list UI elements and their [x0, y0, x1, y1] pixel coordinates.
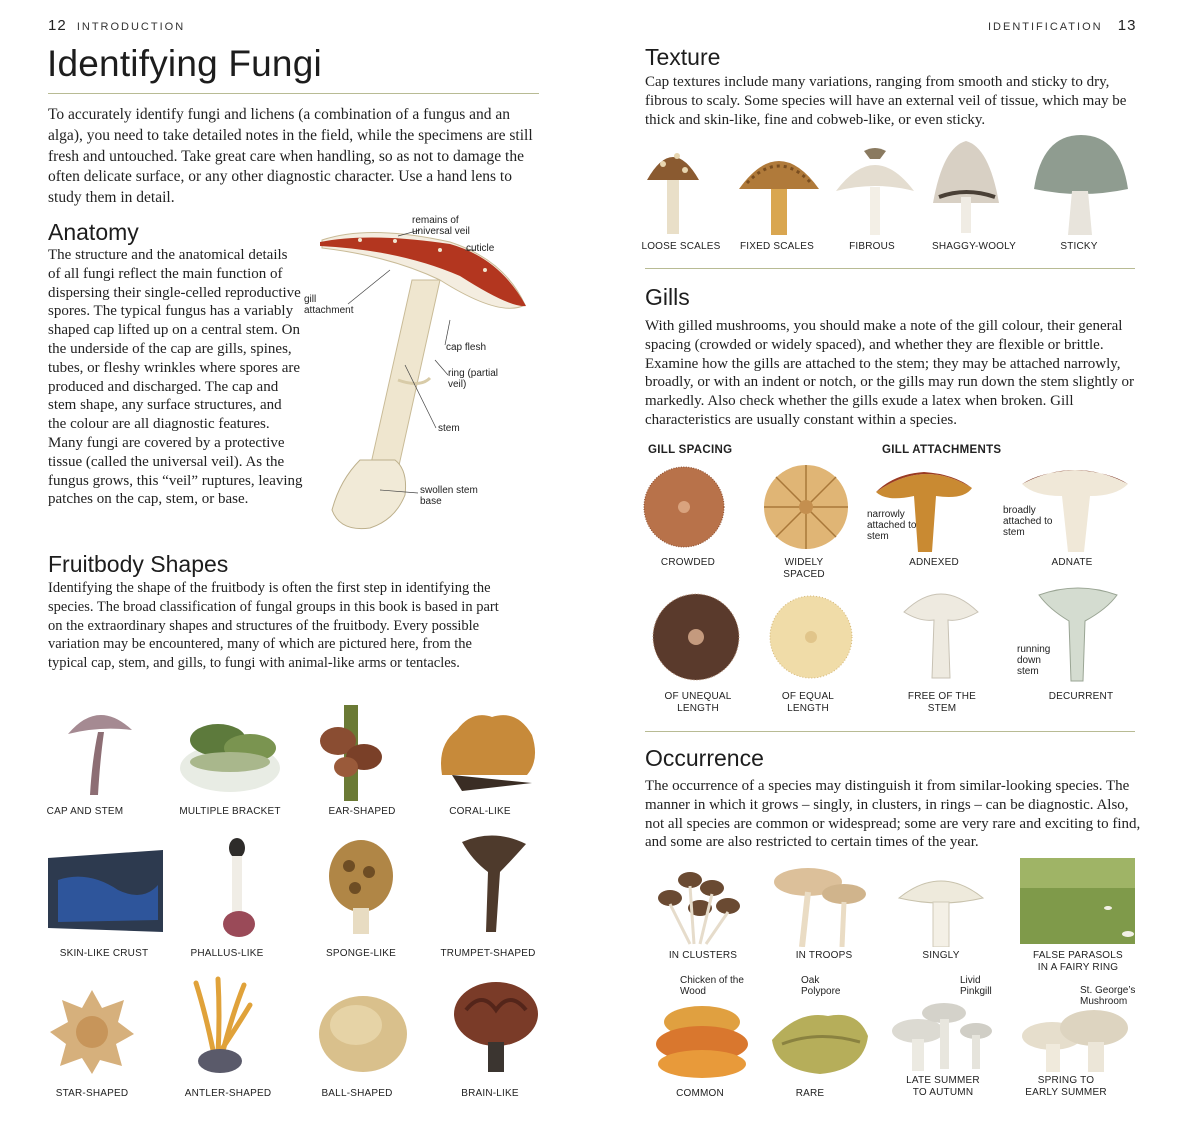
shape-label-6: SPONGE-LIKE [326, 948, 396, 959]
texture-rule [645, 268, 1135, 269]
occurrence-label-7: SPRING TO EARLY SUMMER [1025, 1075, 1107, 1098]
shaggy-wooly-photo [929, 137, 1004, 235]
occurrence-label-1: IN TROOPS [795, 950, 853, 961]
left-folio [48, 17, 185, 34]
fruitbody-text: Identifying the shape of the fruitbody is often the first step in identifying the species. The broad classification of fungal groups in this book is based in part on the extraordinary shapes and structures of the fruitbody. Every possible variation may be encountered, many of which are pictured here, from the typical cap, stem, and gills, to fungi with animal-like arms or tentacles. [48, 580, 499, 672]
fixed-scales-photo [737, 143, 821, 235]
species-oak-polypore: Oak Polypore [801, 975, 841, 997]
anatomy-text: The structure and the anatomical details of all fungi reflect the main function of dispersing their single-celled reproductive spores. The typical fungus has a variably shaped cap lifted up on a central stem. On the underside of the cap are gills, spines, tubes, or fleshy wrinkles where spores are produced and discharged. The cap and stem shape, any surface structures, and the colour are all diagnostic features. Many fungi are covered by a protective tissue (called the universal veil). As the fungus grows, this “veil” ruptures, leaving patches on the cap, stem, or base. [48, 247, 303, 508]
page-number-right: 13 [1117, 17, 1137, 34]
occurrence-label-2: SINGLY [922, 950, 960, 961]
texture-label-3: SHAGGY-WOOLY [931, 241, 1017, 252]
texture-label-4: STICKY [1060, 241, 1098, 252]
note-broadly-attached: broadly attached to stem [1003, 505, 1053, 538]
sponge-like-photo [325, 838, 397, 936]
page-number-left: 12 [48, 17, 67, 34]
shape-label-11: BRAIN-LIKE [461, 1088, 519, 1099]
in-troops-photo [772, 862, 867, 947]
cap-and-stem-photo [60, 700, 140, 800]
ball-shaped-photo [318, 993, 408, 1075]
sticky-photo [1032, 133, 1130, 235]
fruitbody-heading: Fruitbody Shapes [48, 551, 229, 577]
gills-heading: Gills [645, 284, 690, 310]
note-narrowly-attached: narrowly attached to stem [867, 509, 917, 542]
title-rule [48, 93, 539, 94]
multiple-bracket-photo [178, 718, 283, 796]
coral-like-photo [432, 705, 542, 795]
gill-label-adnate: ADNATE [1051, 557, 1093, 568]
in-clusters-photo [650, 858, 745, 946]
running-head-right: IDENTIFICATION [988, 21, 1103, 33]
occurrence-text: The occurrence of a species may distinguish it from similar-looking species. The manner in which it grows – singly, in clusters, in rings – can be diagnostic. Also, not all species are common or widespread; some are very rare and exciting to find, and some are also restricted to certain times of the year. [645, 778, 1141, 851]
gill-label-equal: OF EQUAL LENGTH [781, 691, 835, 714]
right-page [592, 0, 1184, 1131]
shape-label-2: EAR-SHAPED [328, 806, 396, 817]
shape-label-1: MULTIPLE BRACKET [179, 806, 281, 817]
spring-photo [1020, 998, 1132, 1076]
trumpet-shaped-photo [458, 832, 530, 936]
gill-attachments-heading: GILL ATTACHMENTS [882, 444, 1002, 456]
widely-spaced-gills-photo [762, 462, 850, 552]
gill-label-free: FREE OF THE STEM [907, 691, 977, 714]
occurrence-label-0: IN CLUSTERS [668, 950, 738, 961]
gill-label-decurrent: DECURRENT [1048, 691, 1114, 702]
label-cap-flesh: cap flesh [446, 342, 487, 353]
gills-text: With gilled mushrooms, you should make a note of the gill colour, their general spacing (crowded or widely spaced), and whether they are flexible or brittle. Examine how the gills are attached to the stem; they may be attached narrowly, broadly, or with an indent or notch, or the gills may run down the stem slightly or markedly. Also check whether the gills exude a latex when broken. Gill characteristics are usually constant within a species. [645, 318, 1134, 428]
shape-label-9: ANTLER-SHAPED [184, 1088, 272, 1099]
shape-label-5: PHALLUS-LIKE [190, 948, 264, 959]
label-universal-veil: remains of universal veil [412, 215, 470, 237]
label-cuticle: cuticle [466, 243, 495, 254]
page-title: Identifying Fungi [47, 43, 322, 84]
shape-label-0: CAP AND STEM [46, 806, 124, 817]
occurrence-label-3: FALSE PARASOLS IN A FAIRY RING [1033, 950, 1123, 973]
occurrence-label-4: COMMON [676, 1088, 724, 1099]
right-folio [988, 17, 1136, 34]
gill-label-unequal: OF UNEQUAL LENGTH [664, 691, 732, 714]
loose-scales-photo [645, 140, 701, 235]
late-summer-photo [888, 995, 993, 1073]
running-head-left: INTRODUCTION [76, 21, 186, 33]
label-stem: stem [438, 423, 460, 434]
gills-rule [645, 731, 1135, 732]
fairy-ring-photo [1020, 858, 1135, 944]
texture-label-1: FIXED SCALES [739, 241, 815, 252]
shape-label-7: TRUMPET-SHAPED [440, 948, 536, 959]
intro-text: To accurately identify fungi and lichens (a combination of a fungus and an alga), you need to take detailed notes in the field, while the specimens are still fresh and untouched. Take great care when handling, so as not to damage the often delicate surface, or any other diagnostic character. Use a hand lens to study them in detail. [48, 106, 533, 207]
texture-label-0: LOOSE SCALES [641, 241, 721, 252]
occurrence-label-6: LATE SUMMER TO AUTUMN [906, 1075, 980, 1098]
species-livid-pinkgill: Livid Pinkgill [960, 975, 992, 997]
equal-length-gills-photo [768, 594, 854, 680]
texture-label-2: FIBROUS [849, 241, 895, 252]
label-swollen-base: swollen stem base [420, 485, 478, 507]
species-chicken-of-the-wood: Chicken of the Wood [680, 975, 744, 997]
brain-like-photo [452, 980, 540, 1075]
gill-label-crowded: CROWDED [660, 557, 716, 568]
gill-spacing-heading: GILL SPACING [648, 444, 733, 456]
skin-like-crust-photo [48, 850, 163, 932]
singly-photo [897, 872, 985, 947]
shape-label-4: SKIN-LIKE CRUST [59, 948, 149, 959]
shape-label-3: CORAL-LIKE [449, 806, 511, 817]
free-gills-photo [902, 582, 980, 682]
star-shaped-photo [48, 988, 136, 1076]
shape-label-10: BALL-SHAPED [321, 1088, 393, 1099]
unequal-length-gills-photo [650, 592, 742, 682]
label-ring: ring (partial veil) [448, 368, 499, 390]
texture-heading: Texture [645, 44, 721, 70]
species-st-georges-mushroom: St. George’s Mushroom [1080, 985, 1136, 1007]
ear-shaped-photo [316, 705, 386, 801]
shape-label-8: STAR-SHAPED [55, 1088, 129, 1099]
anatomy-heading: Anatomy [48, 219, 139, 245]
gill-label-widely-spaced: WIDELY SPACED [783, 557, 825, 580]
crowded-gills-photo [642, 462, 726, 552]
antler-shaped-photo [188, 975, 253, 1075]
rare-photo [768, 1000, 872, 1078]
gill-label-adnexed: ADNEXED [909, 557, 959, 568]
occurrence-heading: Occurrence [645, 745, 764, 771]
note-running-down: running down stem [1017, 644, 1051, 677]
common-photo [652, 1000, 752, 1080]
phallus-like-photo [215, 838, 260, 938]
occurrence-label-5: RARE [795, 1088, 825, 1099]
fibrous-photo [834, 145, 916, 235]
texture-text: Cap textures include many variations, ranging from smooth and sticky to dry, fibrous to scaly. Some species will have an external veil of tissue, which may be thick and skin-like, fine and cobweb-like, or even sticky. [645, 74, 1127, 128]
label-gill-attachment: gill attachment [304, 294, 354, 316]
